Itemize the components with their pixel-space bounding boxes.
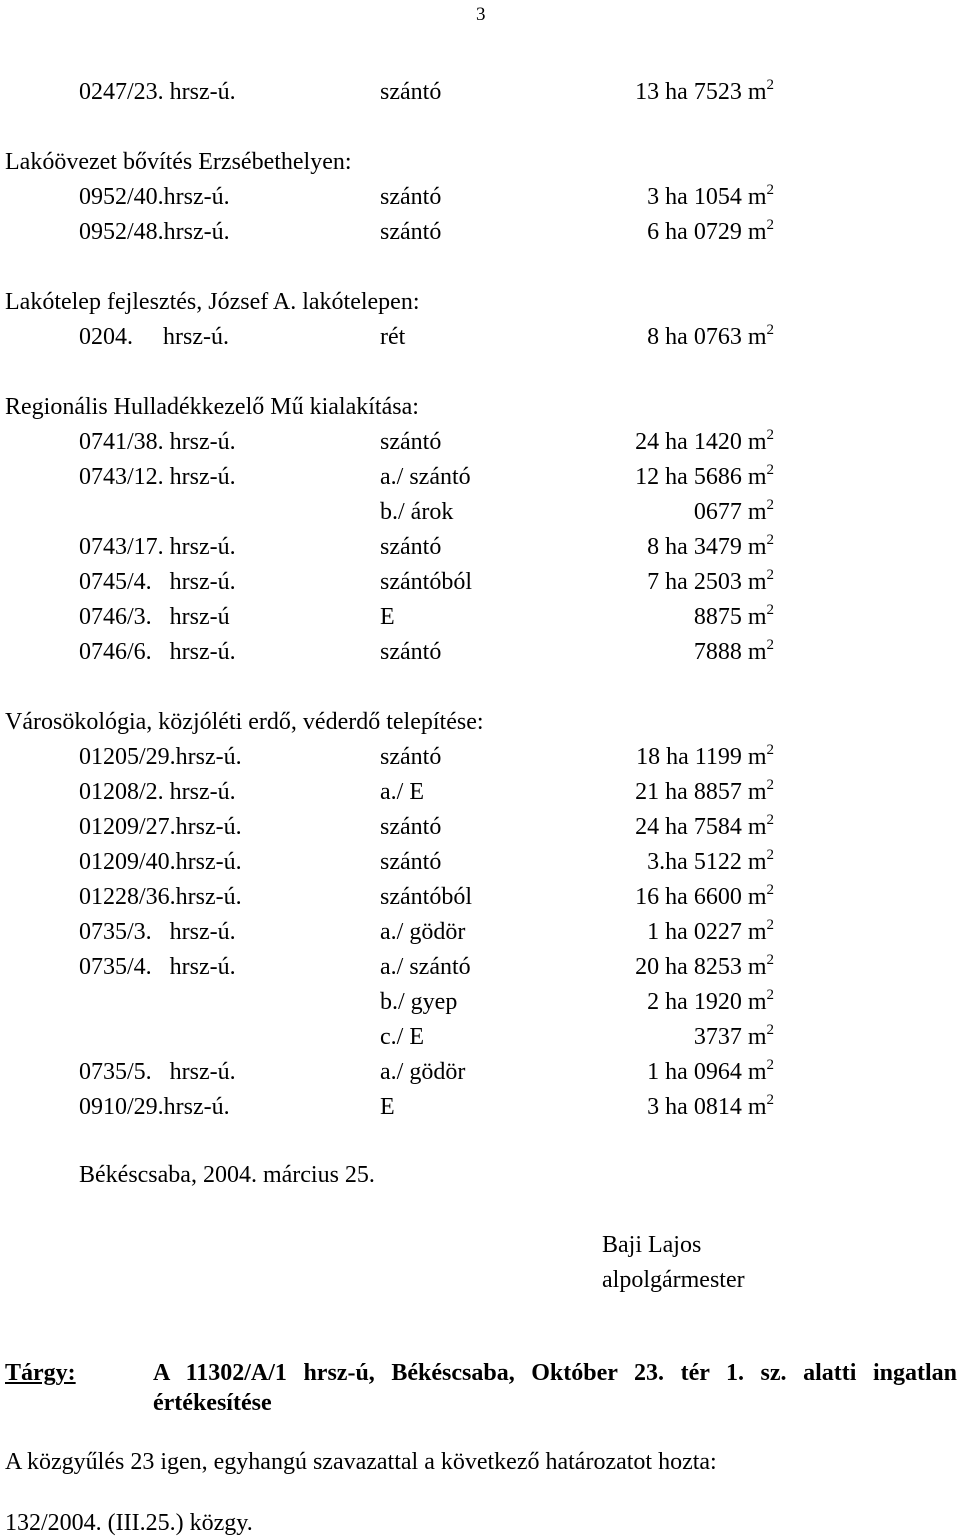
parcel-use: szántó: [380, 219, 442, 245]
parcel-use: szántóból: [380, 884, 472, 910]
parcel-area: [647, 847, 774, 875]
parcel-area: [636, 742, 774, 770]
parcel-area-value: 13 ha 7523 m: [635, 79, 767, 105]
parcel-row: [0, 1092, 960, 1123]
parcel-use: E: [380, 604, 395, 630]
parcel-row: [0, 637, 960, 668]
parcel-id: 0741/38. hrsz-ú.: [79, 429, 236, 455]
parcel-area: [635, 777, 774, 805]
parcel-id: 0746/3. hrsz-ú: [79, 604, 230, 630]
parcel-row: [0, 532, 960, 563]
parcel-id: 0735/5. hrsz-ú.: [79, 1059, 236, 1085]
area-exponent: 2: [766, 77, 774, 93]
area-exponent: 2: [766, 1022, 774, 1038]
parcel-id: 0745/4. hrsz-ú.: [79, 569, 236, 595]
area-exponent: 2: [766, 742, 774, 758]
parcel-use: b./ gyep: [380, 989, 458, 1015]
resolution-intro: A közgyűlés 23 igen, egyhangú szavazattal a következő határozatot hozta:: [5, 1449, 717, 1475]
parcel-id: 01208/2. hrsz-ú.: [79, 779, 236, 805]
parcel-area-value: 8 ha 3479 m: [647, 534, 767, 560]
area-exponent: 2: [766, 602, 774, 618]
parcel-area-value: 12 ha 5686 m: [635, 464, 767, 490]
parcel-area-value: 0677 m: [693, 499, 767, 525]
section-heading: Lakóövezet bővítés Erzsébethelyen:: [5, 149, 352, 175]
parcel-use: a./ E: [380, 779, 424, 805]
parcel-row: [0, 777, 960, 808]
parcel-area-value: 24 ha 1420 m: [635, 429, 767, 455]
parcel-use: szántóból: [380, 569, 472, 595]
parcel-area: [635, 882, 774, 910]
section-heading: Városökológia, közjóléti erdő, véderdő telepítése:: [5, 709, 484, 735]
parcel-use: a./ gödör: [380, 1059, 466, 1085]
parcel-use: szántó: [380, 184, 442, 210]
parcel-area-value: 7 ha 2503 m: [647, 569, 767, 595]
area-exponent: 2: [766, 812, 774, 828]
parcel-area-value: 20 ha 8253 m: [635, 954, 767, 980]
parcel-use: a./ szántó: [380, 954, 471, 980]
parcel-use: szántó: [380, 744, 442, 770]
parcel-area-value: 21 ha 8857 m: [635, 779, 767, 805]
parcel-row: [0, 1022, 960, 1053]
parcel-id: 0743/12. hrsz-ú.: [79, 464, 236, 490]
parcel-area: [635, 427, 774, 455]
parcel-use: szántó: [380, 814, 442, 840]
area-exponent: 2: [766, 567, 774, 583]
parcel-area-value: 24 ha 7584 m: [635, 814, 767, 840]
parcel-row: [0, 847, 960, 878]
parcel-area-value: 1 ha 0227 m: [647, 919, 767, 945]
parcel-area: [647, 217, 774, 245]
subject-label: Tárgy:: [5, 1360, 76, 1386]
area-exponent: 2: [766, 1092, 774, 1108]
parcel-area-value: 2 ha 1920 m: [647, 989, 767, 1015]
area-exponent: 2: [766, 847, 774, 863]
parcel-use: szántó: [380, 534, 442, 560]
parcel-area: [647, 567, 774, 595]
area-exponent: 2: [766, 322, 774, 338]
parcel-area-value: 3 ha 1054 m: [647, 184, 767, 210]
page-number: 3: [476, 4, 486, 25]
parcel-area-value: 6 ha 0729 m: [647, 219, 767, 245]
parcel-area: [635, 77, 774, 105]
parcel-id: 0910/29.hrsz-ú.: [79, 1094, 230, 1120]
parcel-area: [647, 917, 774, 945]
parcel-area: [635, 812, 774, 840]
parcel-row: [0, 917, 960, 948]
parcel-use: a./ szántó: [380, 464, 471, 490]
parcel-id: 0743/17. hrsz-ú.: [79, 534, 236, 560]
section-heading: Lakótelep fejlesztés, József A. lakótelepen:: [5, 289, 420, 315]
parcel-row: [0, 217, 960, 248]
area-exponent: 2: [766, 497, 774, 513]
parcel-row: [0, 567, 960, 598]
parcel-area: [647, 1057, 774, 1085]
parcel-area: [647, 1092, 774, 1120]
parcel-id: 0746/6. hrsz-ú.: [79, 639, 236, 665]
parcel-use: b./ árok: [380, 499, 454, 525]
section-heading: Regionális Hulladékkezelő Mű kialakítása:: [5, 394, 419, 420]
parcel-row: [0, 602, 960, 633]
parcel-area: [647, 987, 774, 1015]
parcel-area-value: 3737 m: [693, 1024, 767, 1050]
parcel-id: 01205/29.hrsz-ú.: [79, 744, 242, 770]
parcel-area: [647, 182, 774, 210]
parcel-row: [0, 77, 960, 108]
parcel-area: [693, 602, 774, 630]
parcel-area-value: 8875 m: [693, 604, 767, 630]
parcel-area: [635, 952, 774, 980]
parcel-id: 0952/40.hrsz-ú.: [79, 184, 230, 210]
parcel-row: [0, 882, 960, 913]
parcel-id: 0204. hrsz-ú.: [79, 324, 229, 350]
area-exponent: 2: [766, 952, 774, 968]
parcel-area-value: 3.ha 5122 m: [647, 849, 767, 875]
parcel-id: 01209/40.hrsz-ú.: [79, 849, 242, 875]
parcel-use: E: [380, 1094, 395, 1120]
parcel-row: [0, 497, 960, 528]
parcel-area-value: 7888 m: [693, 639, 767, 665]
parcel-area-value: 16 ha 6600 m: [635, 884, 767, 910]
signature-name: Baji Lajos: [602, 1232, 702, 1258]
subject-line-1: A 11302/A/1 hrsz-ú, Békéscsaba, Október 23. tér 1. sz. alatti ingatlan: [153, 1360, 957, 1386]
parcel-id: 0735/4. hrsz-ú.: [79, 954, 236, 980]
parcel-row: [0, 742, 960, 773]
area-exponent: 2: [766, 987, 774, 1003]
parcel-use: szántó: [380, 79, 442, 105]
area-exponent: 2: [766, 217, 774, 233]
area-exponent: 2: [766, 462, 774, 478]
area-exponent: 2: [766, 917, 774, 933]
parcel-use: szántó: [380, 639, 442, 665]
parcel-row: [0, 952, 960, 983]
area-exponent: 2: [766, 637, 774, 653]
area-exponent: 2: [766, 532, 774, 548]
parcel-area-value: 18 ha 1199 m: [636, 744, 767, 770]
parcel-use: rét: [380, 324, 406, 350]
parcel-area: [693, 637, 774, 665]
place-date: Békéscsaba, 2004. március 25.: [79, 1162, 375, 1188]
area-exponent: 2: [766, 1057, 774, 1073]
parcel-use: a./ gödör: [380, 919, 466, 945]
parcel-area: [635, 462, 774, 490]
area-exponent: 2: [766, 882, 774, 898]
parcel-use: c./ E: [380, 1024, 424, 1050]
parcel-id: 01228/36.hrsz-ú.: [79, 884, 242, 910]
parcel-use: szántó: [380, 849, 442, 875]
parcel-area: [693, 1022, 774, 1050]
parcel-row: [0, 812, 960, 843]
parcel-row: [0, 427, 960, 458]
parcel-id: 0735/3. hrsz-ú.: [79, 919, 236, 945]
parcel-id: 0952/48.hrsz-ú.: [79, 219, 230, 245]
parcel-row: [0, 322, 960, 353]
parcel-row: [0, 987, 960, 1018]
parcel-area-value: 3 ha 0814 m: [647, 1094, 767, 1120]
area-exponent: 2: [766, 777, 774, 793]
parcel-row: [0, 182, 960, 213]
parcel-area: [647, 322, 774, 350]
area-exponent: 2: [766, 427, 774, 443]
parcel-area: [647, 532, 774, 560]
area-exponent: 2: [766, 182, 774, 198]
parcel-use: szántó: [380, 429, 442, 455]
parcel-area-value: 1 ha 0964 m: [647, 1059, 767, 1085]
parcel-area: [693, 497, 774, 525]
parcel-id: 0247/23. hrsz-ú.: [79, 79, 236, 105]
signature-title: alpolgármester: [602, 1267, 745, 1293]
parcel-area-value: 8 ha 0763 m: [647, 324, 767, 350]
parcel-id: 01209/27.hrsz-ú.: [79, 814, 242, 840]
parcel-row: [0, 462, 960, 493]
parcel-row: [0, 1057, 960, 1088]
resolution-number: 132/2004. (III.25.) közgy.: [5, 1510, 253, 1536]
subject-line-2: értékesítése: [153, 1390, 272, 1416]
